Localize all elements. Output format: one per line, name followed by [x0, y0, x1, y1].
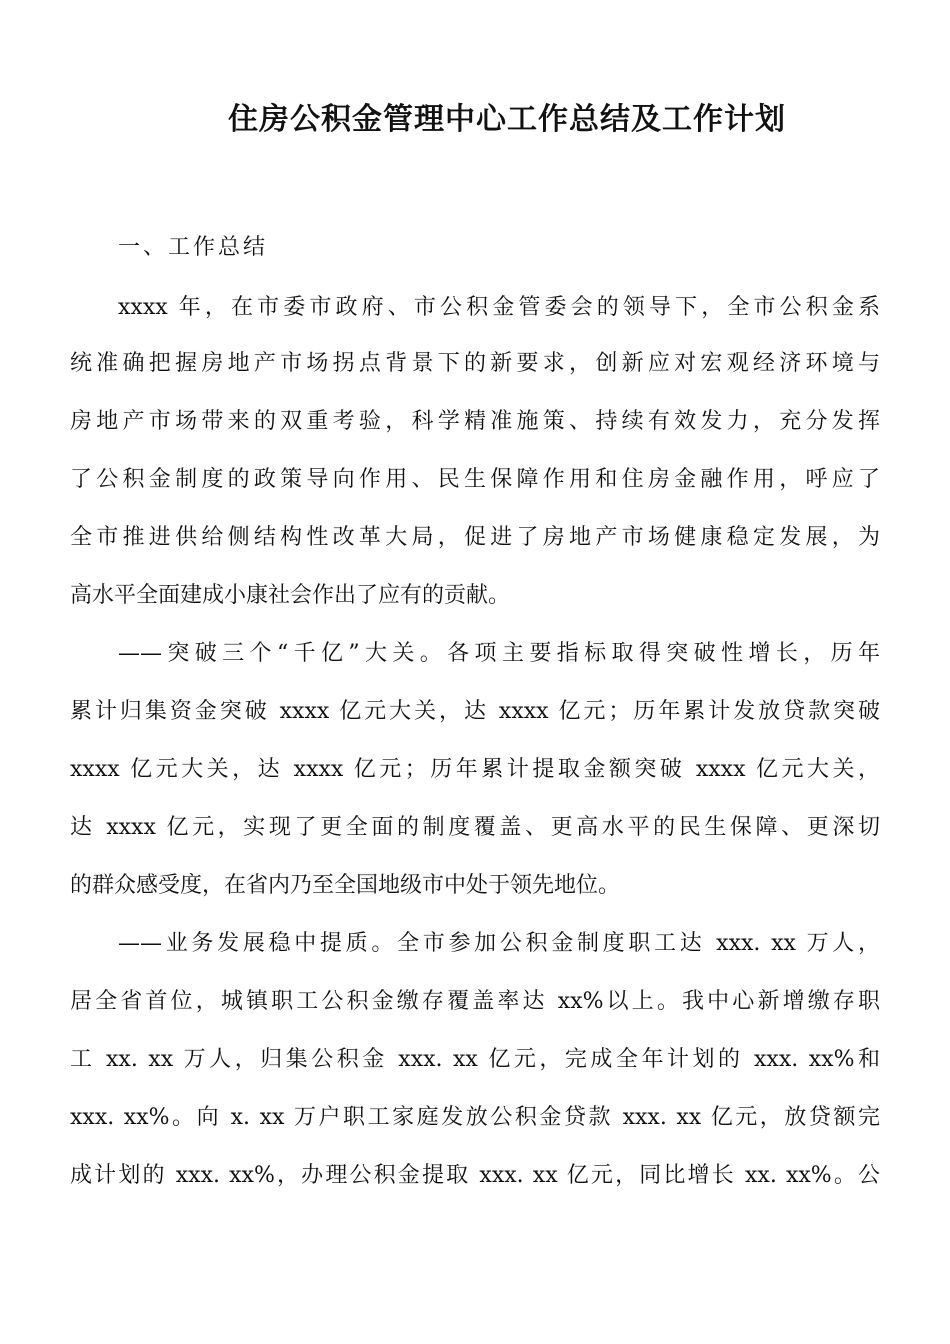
paragraph-line: 房地产市场带来的双重考验，科学精准施策、持续有效发力，充分发挥	[70, 409, 880, 434]
paragraph-line: 达 xxxx 亿元，实现了更全面的制度覆盖、更高水平的民生保障、更深切	[70, 815, 880, 840]
document-title: 住房公积金管理中心工作总结及工作计划	[228, 102, 786, 137]
paragraph-line: 统准确把握房地产市场拐点背景下的新要求，创新应对宏观经济环境与	[70, 351, 880, 376]
paragraph-line: xxxx 年，在市委市政府、市公积金管委会的领导下，全市公积金系	[118, 295, 880, 320]
paragraph-line: 高水平全面建成小康社会作出了应有的贡献。	[70, 583, 511, 608]
paragraph-line: xxx. xx%。向 x. xx 万户职工家庭发放公积金贷款 xxx. xx 亿元，放贷额完	[70, 1105, 880, 1130]
paragraph-line: 的群众感受度，在省内乃至全国地级市中处于领先地位。	[70, 873, 621, 898]
paragraph-line: 居全省首位，城镇职工公积金缴存覆盖率达 xx%以上。我中心新增缴存职	[70, 989, 880, 1014]
paragraph-line: 工 xx. xx 万人，归集公积金 xxx. xx 亿元，完成全年计划的 xxx. xx%和	[70, 1047, 880, 1072]
paragraph-line: ——突破三个“千亿”大关。各项主要指标取得突破性增长，历年	[118, 641, 880, 666]
paragraph-line: 了公积金制度的政策导向作用、民生保障作用和住房金融作用，呼应了	[70, 467, 880, 492]
paragraph-line: ——业务发展稳中提质。全市参加公积金制度职工达 xxx. xx 万人，	[118, 931, 880, 956]
section-heading: 一、工作总结	[118, 235, 269, 260]
paragraph-line: xxxx 亿元大关，达 xxxx 亿元；历年累计提取金额突破 xxxx 亿元大关，	[70, 757, 880, 782]
paragraph-line: 全市推进供给侧结构性改革大局，促进了房地产市场健康稳定发展，为	[70, 525, 880, 550]
paragraph-line: 成计划的 xxx. xx%，办理公积金提取 xxx. xx 亿元，同比增长 xx. xx%。公	[70, 1163, 880, 1188]
paragraph-line: 累计归集资金突破 xxxx 亿元大关，达 xxxx 亿元；历年累计发放贷款突破	[70, 699, 880, 724]
